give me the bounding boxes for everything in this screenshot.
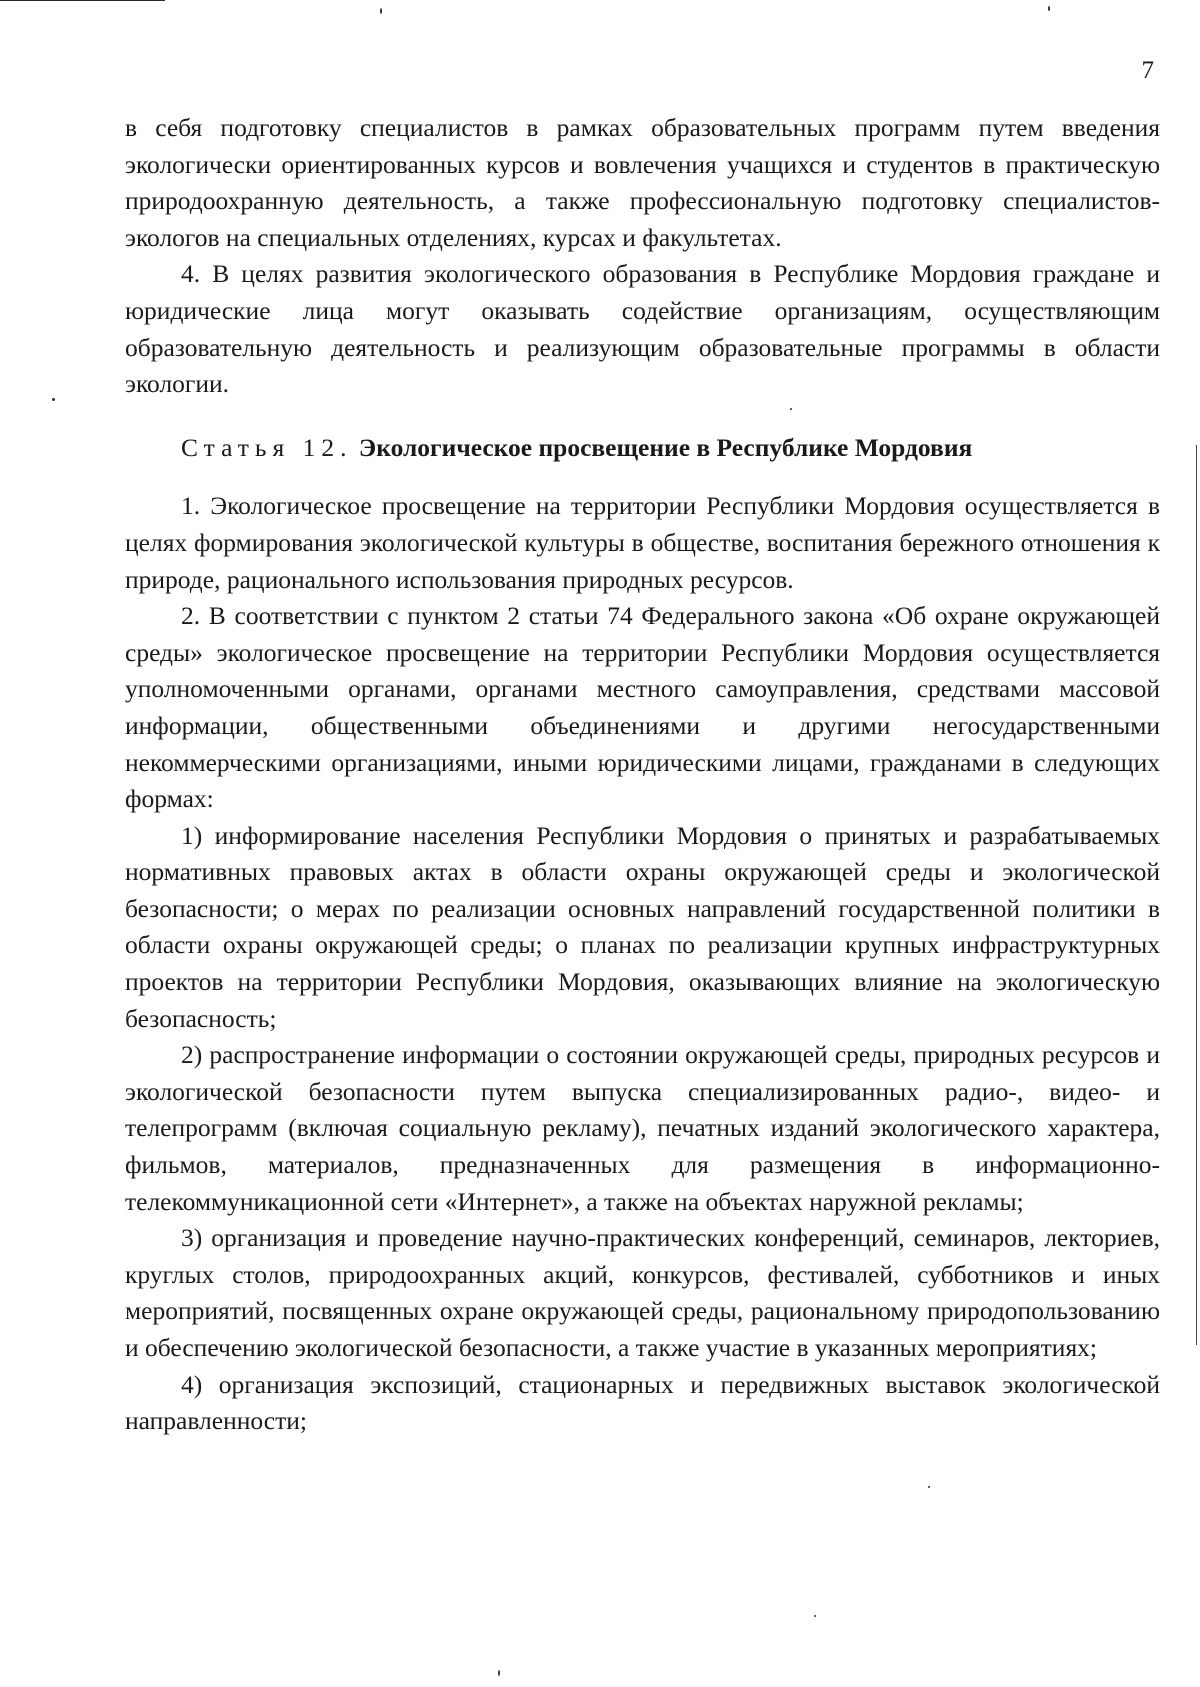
- document-body: [125, 110, 1160, 1440]
- article-heading: [125, 430, 1160, 467]
- article-label: Статья 12.: [181, 432, 353, 462]
- list-item-1: 1) информирование населения Республики Мордовия о принятых и разрабатываемых нормативных правовых актах в области охраны окружающей среды и экологической безопасности; о мерах по реализации основных направлений государственной политики в области охраны окружающей среды; о планах по реализации крупных инфраструктурных проектов на территории Республики Мордовия, оказывающих влияние на экологическую безопасность;: [125, 820, 1160, 1033]
- list-item-3: 3) организация и проведение научно-практических конференций, семинаров, лекториев, круглых столов, природоохранных акций, конкурсов, фестивалей, субботников и иных мероприятий, посвященных охране окружающей среды, рациональному природопользованию и обеспечению экологической безопасности, а также участие в указанных мероприятиях;: [125, 1223, 1160, 1362]
- scan-speck: [52, 398, 55, 401]
- scan-speck: [380, 8, 382, 14]
- paragraph-item-2: 2. В соответствии с пунктом 2 статьи 74 Федерального закона «Об охране окружающей среды» экологическое просвещение на территории Республики Мордовия осуществляется уполномоченными органами, органами местного самоуправления, средствами массовой информации, общественными объединениями и другими негосударственными некоммерческими организациями, иными юридическими лицами, гражданами в следующих формах:: [125, 601, 1160, 814]
- scan-speck: [928, 1486, 930, 1488]
- scan-speck: [498, 1670, 500, 1676]
- paragraph-continuation: в себя подготовку специалистов в рамках образовательных программ путем введения экологически ориентированных курсов и вовлечения учащихся и студентов в практическую природоохранную деятельность, а также профессиональную подготовку специалистов-экологов на специальных отделениях, курсах и факультетах.: [125, 113, 1160, 252]
- scan-edge-line: [0, 0, 165, 1]
- scan-edge-line: [1196, 445, 1197, 1345]
- paragraph-item-4: 4. В целях развития экологического образования в Республике Мордовия граждане и юридические лица могут оказывать содействие организациям, осуществляющим образовательную деятельность и реализующим образовательные программы в области экологии.: [125, 259, 1160, 399]
- list-item-4: 4) организация экспозиций, стационарных и передвижных выставок экологической направленности;: [125, 1369, 1160, 1436]
- article-title: Экологическое просвещение в Республике Мордовия: [358, 432, 973, 462]
- scan-speck: [814, 1615, 816, 1617]
- scan-speck: [1048, 6, 1050, 11]
- page-number: 7: [1141, 57, 1154, 84]
- list-item-2: 2) распространение информации о состоянии окружающей среды, природных ресурсов и экологической безопасности путем выпуска специализированных радио-, видео- и телепрограмм (включая социальную рекламу), печатных изданий экологического характера, фильмов, материалов, предназначенных для размещения в информационно-телекоммуникационной сети «Интернет», а также на объектах наружной рекламы;: [125, 1040, 1160, 1216]
- paragraph-item-1: 1. Экологическое просвещение на территории Республики Мордовия осуществляется в целях формирования экологической культуры в обществе, воспитания бережного отношения к природе, рационального использования природных ресурсов.: [125, 491, 1160, 594]
